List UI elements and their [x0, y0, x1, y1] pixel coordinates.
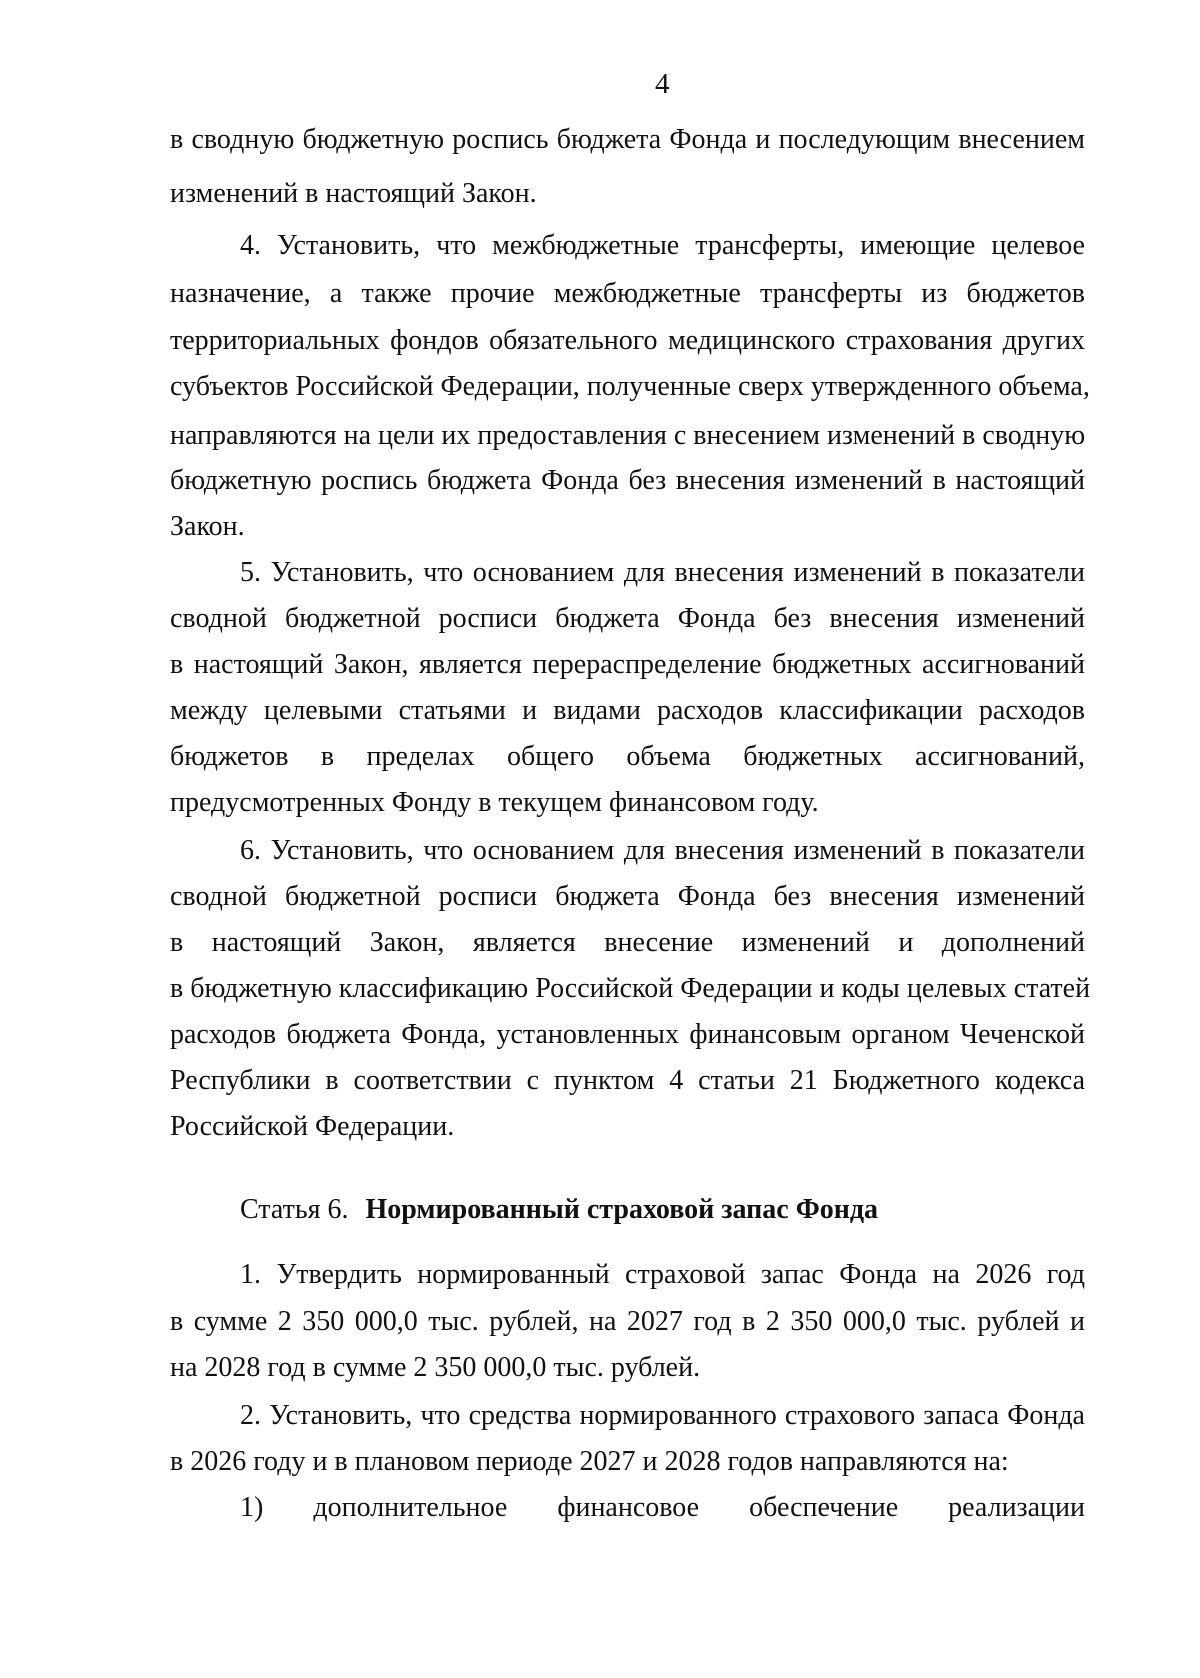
article-6-item-2-line: 2. Установить, что средства нормированного страхового запаса Фонда [240, 1400, 1085, 1431]
text-line: в настоящий Закон, является перераспределение бюджетных ассигнований [170, 649, 1085, 680]
article-number: Статья 6. [240, 1194, 349, 1225]
article-title: Нормированный страховой запас Фонда [365, 1194, 879, 1225]
paragraph-5-line: 5. Установить, что основанием для внесения изменений в показатели [240, 557, 1085, 588]
text-line: сводной бюджетной росписи бюджета Фонда без внесения изменений [170, 603, 1085, 634]
text-line: в бюджетную классификацию Российской Федерации и коды целевых статей [170, 973, 1091, 1004]
text-line: предусмотренных Фонду в текущем финансовом году. [170, 787, 819, 818]
text-line: Российской Федерации. [170, 1111, 455, 1142]
text-line: субъектов Российской Федерации, полученные сверх утвержденного объема, [170, 371, 1090, 402]
text-line: направляются на цели их предоставления с внесением изменений в сводную [170, 420, 1086, 451]
text-line: изменений в настоящий Закон. [170, 178, 537, 209]
text-line: между целевыми статьями и видами расходов классификации расходов [170, 695, 1085, 726]
text-line: расходов бюджета Фонда, установленных финансовым органом Чеченской [170, 1019, 1085, 1050]
text-line: назначение, а также прочие межбюджетные трансферты из бюджетов [170, 278, 1085, 309]
text-line: сводной бюджетной росписи бюджета Фонда без внесения изменений [170, 881, 1085, 912]
paragraph-4-line: 4. Установить, что межбюджетные трансферты, имеющие целевое [240, 230, 1085, 261]
paragraph-6-line: 6. Установить, что основанием для внесения изменений в показатели [240, 835, 1085, 866]
text-line: в настоящий Закон, является внесение изменений и дополнений [170, 927, 1085, 958]
article-6-item-1-line: 1. Утвердить нормированный страховой запас Фонда на 2026 год [240, 1259, 1085, 1290]
text-line: на 2028 год в сумме 2 350 000,0 тыс. рублей. [170, 1352, 701, 1383]
page-number: 4 [655, 68, 670, 100]
text-line: Республики в соответствии с пунктом 4 статьи 21 Бюджетного кодекса [170, 1065, 1085, 1096]
text-line: бюджетную роспись бюджета Фонда без внесения изменений в настоящий [170, 465, 1085, 496]
text-line: в 2026 году и в плановом периоде 2027 и 2028 годов направляются на: [170, 1446, 1009, 1477]
article-heading [240, 1192, 1085, 1228]
text-line: Закон. [170, 511, 245, 542]
text-line: в сумме 2 350 000,0 тыс. рублей, на 2027 год в 2 350 000,0 тыс. рублей и [170, 1306, 1085, 1337]
subitem-1-line: 1) дополнительное финансовое обеспечение реализации [240, 1492, 1085, 1523]
text-line: территориальных фондов обязательного медицинского страхования других [170, 325, 1085, 356]
text-line: бюджетов в пределах общего объема бюджетных ассигнований, [170, 741, 1085, 772]
text-line: в сводную бюджетную роспись бюджета Фонда и последующим внесением [170, 124, 1085, 155]
